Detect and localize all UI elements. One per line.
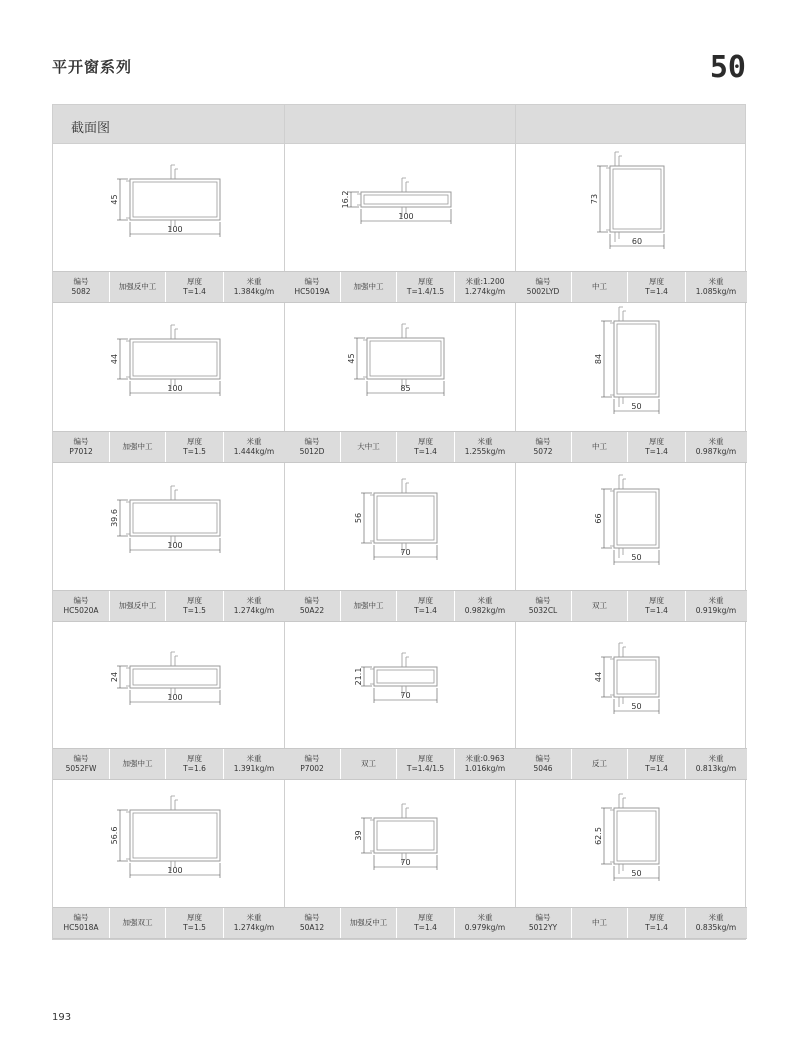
height-dimension: 45	[347, 353, 356, 364]
name-value: 大中工	[357, 442, 380, 451]
height-dimension: 84	[594, 353, 603, 365]
thickness-value: T=1.4	[645, 923, 668, 932]
weight-value: 1.274kg/m	[233, 606, 275, 615]
code-value: HC5018A	[63, 923, 99, 932]
weight-value: 0.919kg/m	[695, 606, 737, 615]
table-header	[53, 105, 745, 144]
height-dimension: 56.6	[110, 826, 119, 845]
height-dimension: 44	[110, 353, 119, 365]
code-cell	[515, 432, 571, 462]
thickness-cell	[396, 432, 454, 462]
weight-value: 0.987kg/m	[695, 447, 737, 456]
weight-cell	[223, 908, 284, 938]
thickness-value: T=1.4	[414, 923, 437, 932]
profile-info-row	[53, 271, 284, 303]
code-label: 编号	[535, 437, 551, 446]
code-label: 编号	[535, 754, 551, 763]
series-number: 50	[709, 50, 746, 85]
code-cell	[284, 432, 340, 462]
weight-label: 米重	[246, 754, 262, 763]
code-label: 编号	[304, 596, 320, 605]
name-cell	[571, 591, 627, 621]
code-value: 5032CL	[528, 606, 558, 615]
profile-info-row	[284, 590, 515, 622]
code-label: 编号	[535, 596, 551, 605]
thickness-label: 厚度	[187, 596, 202, 605]
section-drawing	[515, 143, 746, 271]
weight-cell	[454, 432, 515, 462]
code-cell	[515, 908, 571, 938]
weight-label: 米重	[246, 277, 262, 286]
thickness-cell	[396, 272, 454, 302]
profile-section	[610, 307, 659, 407]
name-cell	[109, 591, 165, 621]
section-drawing	[515, 780, 746, 907]
weight-label: 米重:1.200	[465, 277, 505, 286]
profile-section	[610, 475, 659, 558]
code-cell	[515, 591, 571, 621]
thickness-value: T=1.5	[183, 923, 206, 932]
thickness-label: 厚度	[418, 596, 433, 605]
weight-cell	[685, 432, 746, 462]
weight-label: 米重	[477, 913, 493, 922]
profile-section	[370, 653, 437, 696]
height-dimension: 24	[110, 671, 119, 683]
profile-section	[126, 796, 220, 871]
profile-section	[126, 325, 220, 389]
thickness-value: T=1.4/1.5	[406, 287, 445, 296]
height-dimension: 62.5	[594, 827, 603, 845]
weight-label: 米重	[708, 437, 724, 446]
thickness-cell	[165, 908, 223, 938]
code-cell	[53, 749, 109, 779]
weight-label: 米重	[246, 913, 262, 922]
name-cell	[109, 432, 165, 462]
section-drawing	[284, 621, 515, 748]
thickness-value: T=1.4	[645, 447, 668, 456]
name-value: 加强中工	[353, 282, 384, 291]
thickness-label: 厚度	[649, 277, 664, 286]
code-cell	[515, 272, 571, 302]
weight-cell	[223, 272, 284, 302]
profile-section	[126, 486, 220, 546]
width-dimension: 50	[631, 402, 642, 411]
profile-info-row	[53, 907, 284, 939]
profile-info-row	[515, 431, 747, 463]
profile-info-row	[53, 590, 284, 622]
profile-section	[370, 479, 437, 553]
name-cell	[340, 432, 396, 462]
weight-cell	[223, 432, 284, 462]
code-cell	[515, 749, 571, 779]
code-cell	[53, 908, 109, 938]
weight-label: 米重	[477, 596, 493, 605]
section-drawing	[284, 143, 515, 271]
height-dimension: 39.6	[110, 509, 119, 527]
thickness-cell	[627, 749, 685, 779]
name-value: 中工	[592, 282, 607, 291]
name-cell	[340, 272, 396, 302]
code-label: 编号	[535, 277, 551, 286]
thickness-value: T=1.6	[183, 764, 206, 773]
thickness-value: T=1.4	[414, 447, 437, 456]
section-drawing	[53, 780, 284, 907]
code-label: 编号	[304, 913, 320, 922]
profile-info-row	[284, 431, 515, 463]
width-dimension: 85	[400, 384, 411, 393]
name-cell	[571, 432, 627, 462]
name-value: 加强反中工	[118, 601, 157, 610]
width-dimension: 100	[167, 384, 183, 393]
weight-cell	[454, 908, 515, 938]
thickness-cell	[165, 432, 223, 462]
weight-label: 米重	[246, 596, 262, 605]
thickness-label: 厚度	[649, 754, 664, 763]
profile-info-row	[515, 907, 747, 939]
thickness-label: 厚度	[187, 437, 202, 446]
section-drawing	[284, 780, 515, 907]
thickness-label: 厚度	[418, 754, 433, 763]
width-dimension: 50	[631, 702, 642, 711]
width-dimension: 50	[631, 869, 642, 878]
code-cell	[284, 908, 340, 938]
code-label: 编号	[535, 913, 551, 922]
weight-value: 0.979kg/m	[464, 923, 506, 932]
thickness-cell	[396, 591, 454, 621]
weight-value: 1.274kg/m	[233, 923, 275, 932]
profile-info-row	[515, 748, 747, 780]
width-dimension: 70	[400, 691, 411, 700]
thickness-label: 厚度	[418, 437, 433, 446]
code-label: 编号	[304, 277, 320, 286]
thickness-cell	[396, 749, 454, 779]
weight-label: 米重	[708, 596, 724, 605]
profile-section	[126, 652, 220, 698]
weight-value: 1.444kg/m	[233, 447, 275, 456]
thickness-cell	[165, 272, 223, 302]
profile-info-row	[284, 271, 515, 303]
height-dimension: 21.1	[354, 667, 363, 686]
thickness-label: 厚度	[649, 913, 664, 922]
weight-cell	[454, 749, 515, 779]
weight-value: 1.391kg/m	[233, 764, 275, 773]
name-value: 中工	[592, 918, 607, 927]
thickness-label: 厚度	[649, 596, 664, 605]
name-value: 中工	[592, 442, 607, 451]
thickness-label: 厚度	[187, 754, 202, 763]
code-label: 编号	[73, 437, 89, 446]
thickness-cell	[627, 272, 685, 302]
profile-section	[363, 324, 444, 389]
code-cell	[284, 272, 340, 302]
height-dimension: 66	[594, 513, 603, 524]
page-number: 193	[52, 1012, 72, 1023]
height-dimension: 39	[354, 830, 363, 841]
code-value: HC5020A	[63, 606, 99, 615]
thickness-value: T=1.4	[414, 606, 437, 615]
thickness-cell	[165, 749, 223, 779]
section-drawing	[515, 462, 746, 590]
thickness-value: T=1.5	[183, 606, 206, 615]
profile-section	[370, 804, 437, 863]
weight-label: 米重:0.963	[465, 754, 505, 763]
thickness-value: T=1.4	[183, 287, 206, 296]
profile-table	[52, 104, 746, 940]
name-value: 双工	[592, 601, 607, 610]
section-drawing	[53, 143, 284, 271]
name-cell	[340, 749, 396, 779]
code-value: P7012	[69, 447, 93, 456]
width-dimension: 100	[167, 541, 183, 550]
weight-label: 米重	[246, 437, 262, 446]
section-drawing	[284, 462, 515, 590]
profile-info-row	[515, 271, 747, 303]
weight-label: 米重	[708, 754, 724, 763]
profile-info-row	[53, 748, 284, 780]
name-cell	[571, 908, 627, 938]
code-label: 编号	[73, 913, 89, 922]
name-value: 加强中工	[122, 759, 153, 768]
weight-cell	[223, 749, 284, 779]
weight-value: 1.384kg/m	[233, 287, 275, 296]
code-value: 50A12	[299, 923, 325, 932]
thickness-label: 厚度	[418, 277, 433, 286]
code-value: P7002	[300, 764, 324, 773]
thickness-cell	[396, 908, 454, 938]
thickness-cell	[627, 591, 685, 621]
height-dimension: 16.2	[341, 190, 350, 209]
weight-value: 0.835kg/m	[695, 923, 737, 932]
code-label: 编号	[304, 437, 320, 446]
profile-info-row	[284, 907, 515, 939]
section-drawing	[284, 302, 515, 431]
thickness-cell	[627, 908, 685, 938]
name-cell	[571, 749, 627, 779]
weight-cell	[685, 749, 746, 779]
page-title: 平开窗系列	[52, 58, 133, 76]
height-dimension: 73	[590, 193, 599, 205]
thickness-cell	[165, 591, 223, 621]
thickness-value: T=1.5	[183, 447, 206, 456]
weight-label: 米重	[477, 437, 493, 446]
section-drawing	[53, 302, 284, 431]
code-value: 5012D	[299, 447, 325, 456]
weight-label: 米重	[708, 913, 724, 922]
thickness-value: T=1.4	[645, 287, 668, 296]
code-value: 5052FW	[65, 764, 97, 773]
height-dimension: 45	[110, 194, 119, 205]
profile-section	[126, 165, 220, 230]
code-value: 5002LYD	[526, 287, 560, 296]
code-label: 编号	[304, 754, 320, 763]
profile-info-row	[515, 590, 747, 622]
code-value: 5012YY	[528, 923, 558, 932]
weight-cell	[685, 591, 746, 621]
profile-section	[606, 152, 664, 242]
header-label: 截面图	[71, 121, 111, 136]
weight-value: 1.255kg/m	[464, 447, 506, 456]
width-dimension: 100	[167, 866, 183, 875]
weight-cell	[685, 908, 746, 938]
weight-cell	[685, 272, 746, 302]
name-value: 加强反中工	[118, 282, 157, 291]
name-cell	[109, 749, 165, 779]
height-dimension: 44	[594, 671, 603, 683]
section-drawing	[53, 621, 284, 748]
thickness-label: 厚度	[187, 913, 202, 922]
weight-value: 1.016kg/m	[464, 764, 506, 773]
name-value: 双工	[361, 759, 376, 768]
width-dimension: 100	[167, 225, 183, 234]
code-cell	[53, 432, 109, 462]
weight-value: 1.085kg/m	[695, 287, 737, 296]
thickness-label: 厚度	[187, 277, 202, 286]
thickness-value: T=1.4	[645, 764, 668, 773]
name-value: 加强双工	[122, 918, 153, 927]
code-cell	[53, 591, 109, 621]
name-value: 加强中工	[122, 442, 153, 451]
code-label: 编号	[73, 277, 89, 286]
width-dimension: 70	[400, 858, 411, 867]
section-drawing	[53, 462, 284, 590]
code-label: 编号	[73, 596, 89, 605]
weight-label: 米重	[708, 277, 724, 286]
width-dimension: 70	[400, 548, 411, 557]
width-dimension: 100	[398, 212, 414, 221]
thickness-label: 厚度	[649, 437, 664, 446]
code-value: 5082	[71, 287, 91, 296]
name-value: 加强中工	[353, 601, 384, 610]
weight-value: 0.982kg/m	[464, 606, 506, 615]
width-dimension: 60	[631, 237, 643, 246]
code-value: 50A22	[299, 606, 325, 615]
name-value: 加强反中工	[349, 918, 388, 927]
name-cell	[340, 908, 396, 938]
code-cell	[53, 272, 109, 302]
code-value: HC5019A	[294, 287, 330, 296]
thickness-value: T=1.4	[645, 606, 668, 615]
section-drawing	[515, 621, 746, 748]
weight-cell	[223, 591, 284, 621]
profile-section	[610, 794, 659, 874]
name-cell	[109, 908, 165, 938]
weight-value: 1.274kg/m	[464, 287, 506, 296]
weight-value: 0.813kg/m	[695, 764, 737, 773]
profile-section	[610, 643, 659, 707]
code-cell	[284, 749, 340, 779]
section-drawing	[515, 302, 746, 431]
code-value: 5072	[533, 447, 553, 456]
weight-cell	[454, 591, 515, 621]
profile-info-row	[53, 431, 284, 463]
name-cell	[340, 591, 396, 621]
thickness-label: 厚度	[418, 913, 433, 922]
name-cell	[571, 272, 627, 302]
code-value: 5046	[533, 764, 553, 773]
code-label: 编号	[73, 754, 89, 763]
width-dimension: 50	[631, 553, 642, 562]
name-value: 反工	[592, 759, 607, 768]
name-cell	[109, 272, 165, 302]
thickness-value: T=1.4/1.5	[406, 764, 445, 773]
weight-cell	[454, 272, 515, 302]
height-dimension: 56	[354, 512, 363, 524]
width-dimension: 100	[167, 693, 183, 702]
profile-info-row	[284, 748, 515, 780]
code-cell	[284, 591, 340, 621]
thickness-cell	[627, 432, 685, 462]
